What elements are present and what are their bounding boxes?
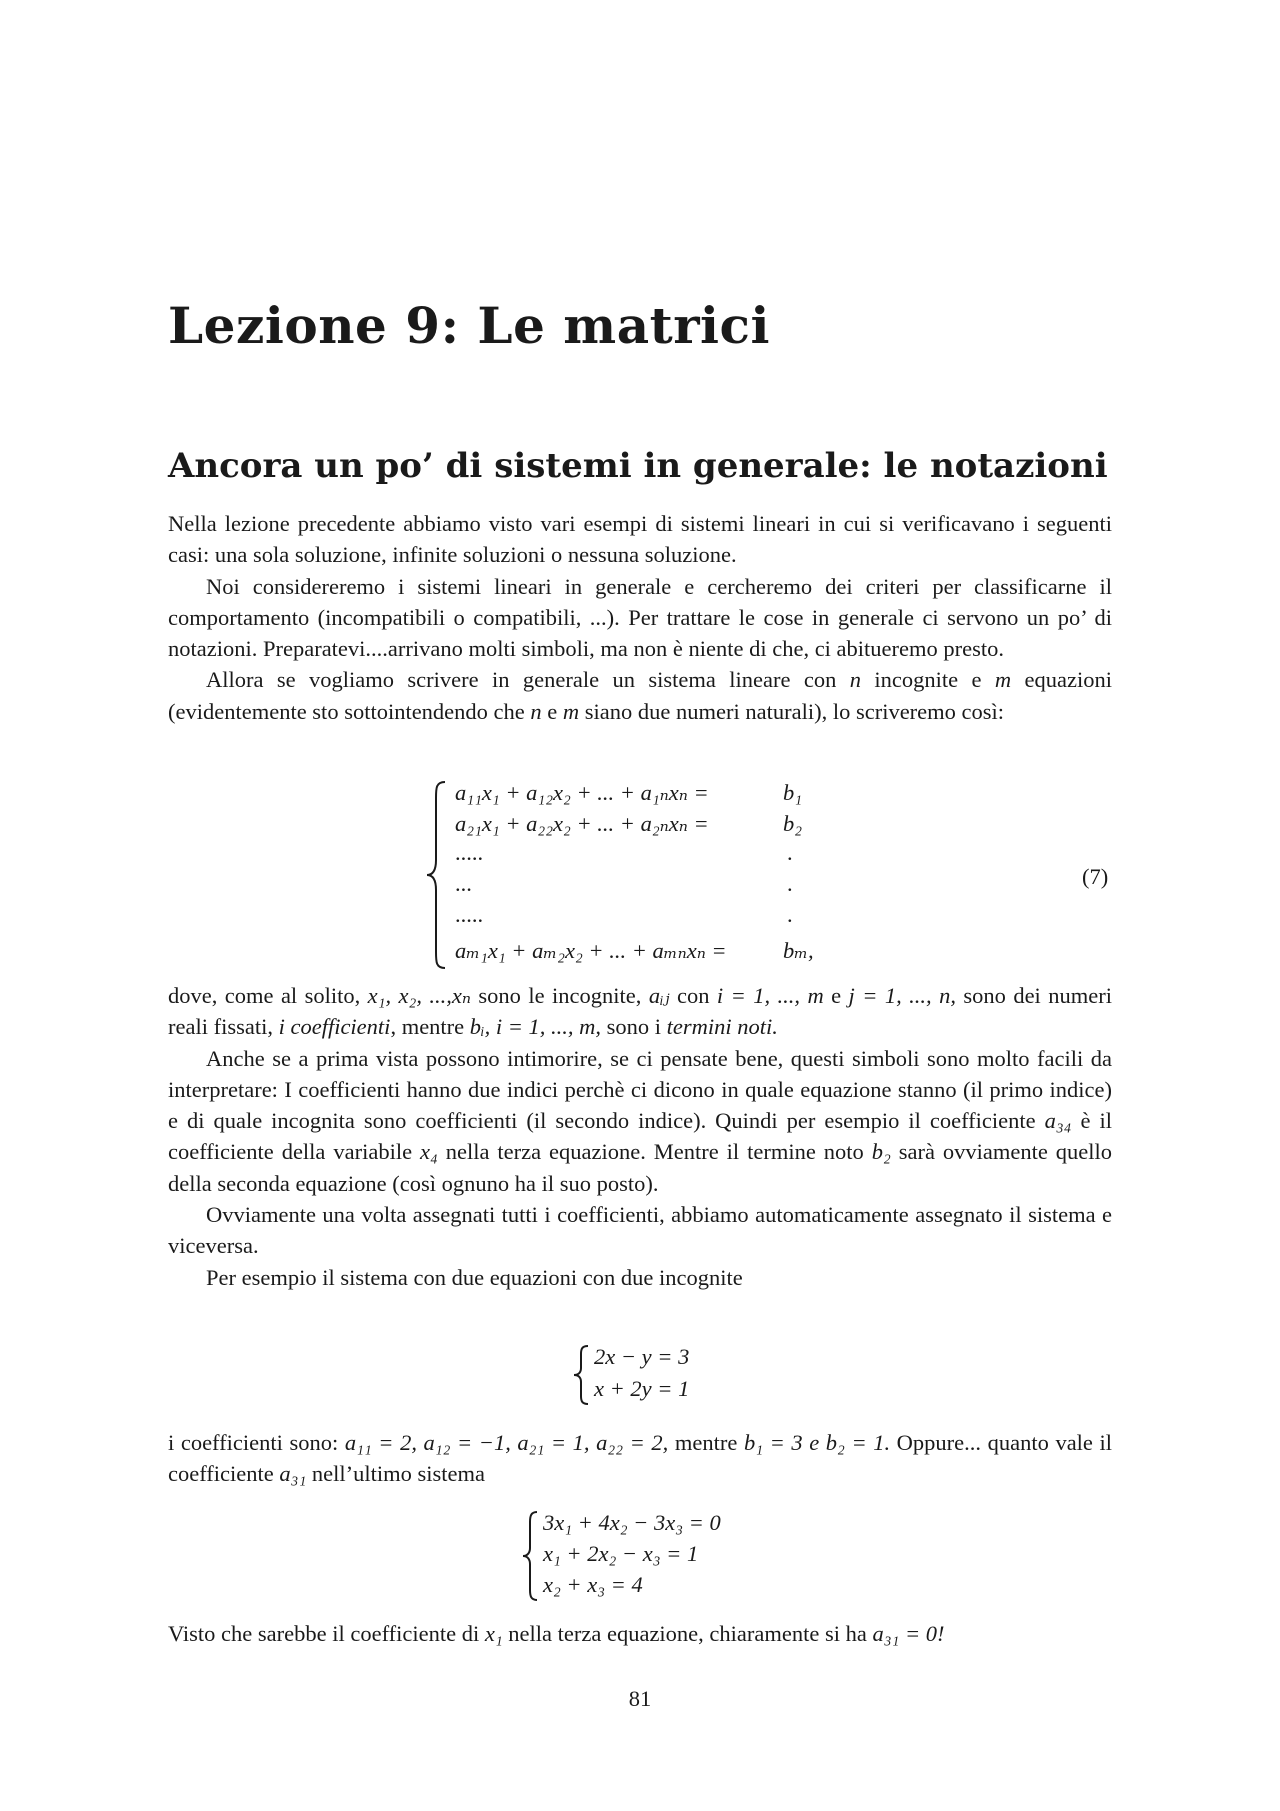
example2-row-1: 3x₁ + 4x₂ − 3x₃ = 0	[543, 1510, 721, 1535]
left-brace-icon	[425, 780, 447, 970]
system-row-5: .....	[455, 902, 484, 927]
example-system-1	[572, 1342, 772, 1408]
explanation-text	[168, 980, 1112, 1293]
general-linear-system	[425, 778, 865, 978]
paragraph-intro-2: Noi considereremo i sistemi lineari in generale e cercheremo dei criteri per classificarne il comportamento (incompatibili o compatibili, ...). Per trattare le cose in generale ci servono un po’ di notazioni. Preparatevi....arrivano molti simboli, ma non è niente di che, ci abitueremo presto.	[168, 573, 1112, 662]
intro-text	[168, 508, 1112, 727]
system-row-4-rhs: .	[787, 871, 793, 896]
example2-row-2: x₁ + 2x₂ − x₃ = 1	[543, 1541, 699, 1566]
page-number: 81	[628, 1686, 652, 1711]
example1-row-2: x + 2y = 1	[594, 1376, 690, 1401]
paragraph-example-intro: Per esempio il sistema con due equazioni con due incognite	[206, 1264, 743, 1290]
chapter-title: Lezione 9: Le matrici	[168, 296, 770, 355]
paragraph-intro-1: Nella lezione precedente abbiamo visto vari esempi di sistemi lineari in cui si verificavano i seguenti casi: una sola soluzione, infinite soluzioni o nessuna soluzione.	[168, 511, 1112, 568]
system-row-2: a₂₁x₁ + a₂₂x₂ + ... + a₂ₙxₙ =	[455, 811, 709, 836]
section-title: Ancora un po’ di sistemi in generale: le notazioni	[168, 446, 1108, 486]
paragraph-notation: dove, come al solito, x₁, x₂, ...,xₙ sono le incognite, aᵢⱼ con i = 1, ..., m e j = 1, ..., n, sono dei numeri reali fissati, i coefficienti, mentre bᵢ, i = 1, ..., m, sono i termini noti.	[168, 983, 1112, 1040]
system-row-3: .....	[455, 840, 484, 865]
conclusion-text	[168, 1618, 1112, 1649]
paragraph-conclusion: Visto che sarebbe il coefficiente di x₁ nella terza equazione, chiaramente si ha a₃₁ = 0!	[168, 1621, 945, 1646]
equation-number: (7)	[1082, 864, 1109, 889]
system-row-2-rhs: b₂	[783, 811, 803, 836]
paragraph-coefficients: i coefficienti sono: a₁₁ = 2, a₁₂ = −1, a₂₁ = 1, a₂₂ = 2, mentre b₁ = 3 e b₂ = 1. Oppure... quanto vale il coefficiente a₃₁ nell’ultimo sistema	[168, 1430, 1113, 1487]
paragraph-interpretation: Anche se a prima vista possono intimorire, se ci pensate bene, questi simboli sono molto facili da interpretare: I coefficienti hanno due indici perchè ci dicono in quale equazione stanno (il primo indice) e di quale incognita sono coefficienti (il secondo indice). Quindi per esempio il coefficiente a₃₄ è il coefficiente della variabile x₄ nella terza equazione. Mentre il termine noto b₂ sarà ovviamente quello della seconda equazione (così ognuno ha il suo posto).	[168, 1045, 1112, 1196]
example-system-2	[521, 1508, 801, 1604]
coefficients-text	[168, 1427, 1112, 1490]
paragraph-assignment: Ovviamente una volta assegnati tutti i coefficienti, abbiamo automaticamente assegnato il sistema e viceversa.	[168, 1202, 1112, 1259]
left-brace-icon	[521, 1510, 539, 1602]
system-row-3-rhs: .	[787, 840, 793, 865]
left-brace-icon	[572, 1344, 590, 1406]
system-row-4: ...	[455, 871, 472, 896]
system-row-6: aₘ₁x₁ + aₘ₂x₂ + ... + aₘₙxₙ =	[455, 938, 727, 963]
paragraph-intro-3: Allora se vogliamo scrivere in generale un sistema lineare con n incognite e m equazioni (evidentemente sto sottointendendo che n e m siano due numeri naturali), lo scriveremo così:	[168, 667, 1112, 724]
system-row-1: a₁₁x₁ + a₁₂x₂ + ... + a₁ₙxₙ =	[455, 780, 709, 805]
example1-row-1: 2x − y = 3	[594, 1344, 690, 1369]
system-row-6-rhs: bₘ,	[783, 938, 814, 963]
system-row-1-rhs: b₁	[783, 780, 803, 805]
system-row-5-rhs: .	[787, 902, 793, 927]
example2-row-3: x₂ + x₃ = 4	[543, 1572, 643, 1597]
